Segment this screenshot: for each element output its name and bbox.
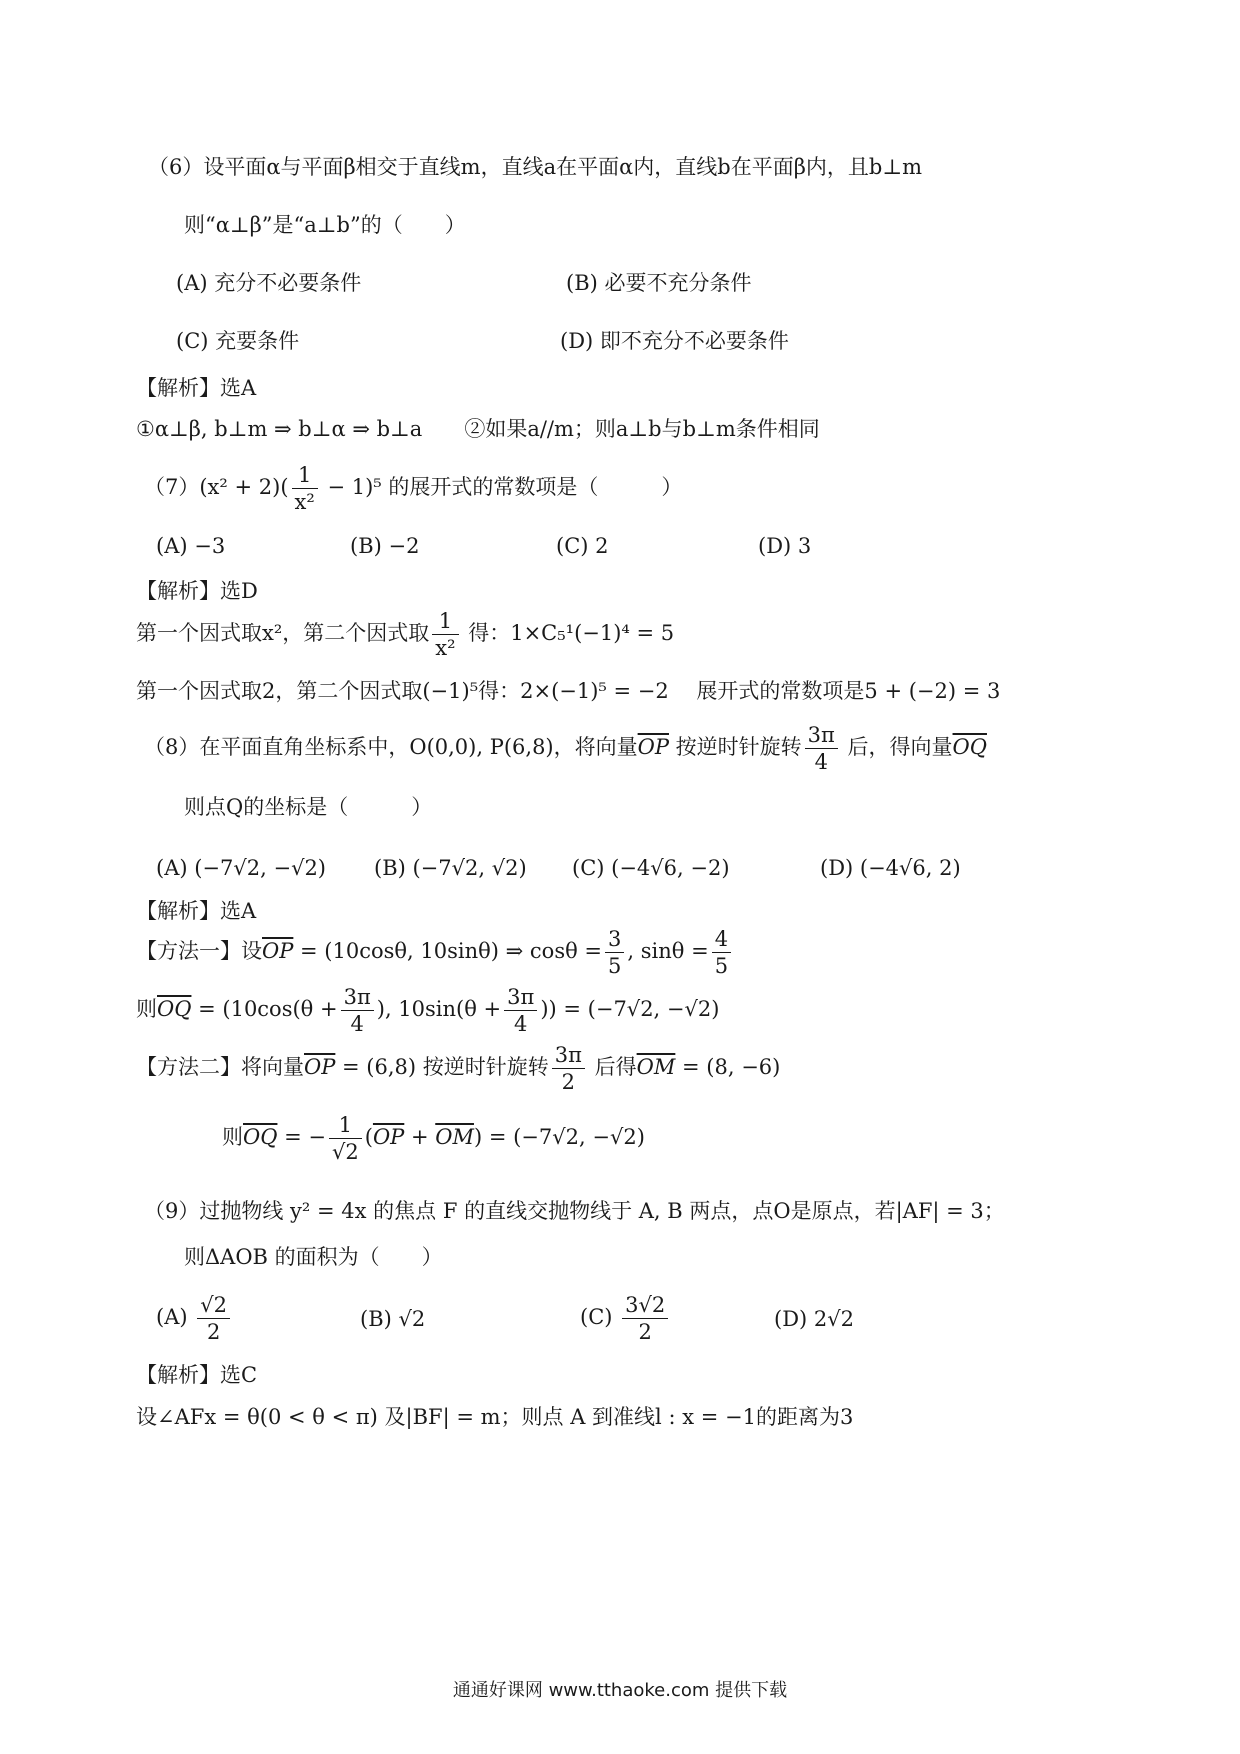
q8-m1-frac1 bbox=[605, 926, 624, 979]
q8-m1-n2: 4 bbox=[712, 926, 731, 953]
q7-fraction bbox=[292, 462, 318, 515]
q6-solution: ①α⊥β, b⊥m ⇒ b⊥α ⇒ b⊥a ②如果a//m；则a⊥b与b⊥m条件相同 bbox=[136, 417, 820, 441]
q9-solution: 设∠AFx = θ(0 < θ < π) 及|BF| = m；则点 A 到准线l : x = −1的距离为3 bbox=[136, 1405, 854, 1429]
q6-option-b: (B) 必要不充分条件 bbox=[566, 271, 752, 295]
q7-frac-den: x² bbox=[294, 490, 315, 514]
q6-option-a: (A) 充分不必要条件 bbox=[176, 271, 362, 295]
q8-m1-l2-frac2 bbox=[504, 984, 537, 1037]
q8-m2-label: 【方法二】将向量 bbox=[136, 1055, 304, 1079]
q7-stem-pre: （7）(x² + 2)( bbox=[144, 475, 289, 499]
q6-answer: 【解析】选A bbox=[136, 376, 257, 400]
q8-angle-fraction bbox=[805, 722, 838, 775]
page-footer: 通通好课网 www.tthaoke.com 提供下载 bbox=[452, 1680, 788, 1701]
q9-option-d: (D) 2√2 bbox=[774, 1307, 855, 1331]
q7-option-a: (A) −3 bbox=[156, 534, 226, 558]
q8-m2-vector-op: $\overline{OP}$ bbox=[304, 1055, 336, 1079]
q8-m2-l2-c: ( bbox=[364, 1125, 373, 1149]
q9-option-a-num: √2 bbox=[197, 1292, 230, 1319]
q8-m1-l2-a: 则 bbox=[136, 997, 157, 1021]
q8-option-d: (D) (−4√6, 2) bbox=[820, 856, 961, 880]
q8-frac-den: 4 bbox=[814, 750, 828, 774]
q8-method1-line1 bbox=[136, 926, 734, 979]
q6-stem-line2: 则“α⊥β”是“a⊥b”的（ ） bbox=[184, 213, 466, 237]
q9-answer: 【解析】选C bbox=[136, 1363, 258, 1387]
q8-vector-op: $\overline{OP}$ bbox=[637, 735, 669, 759]
q8-m1-vector-oq: $\overline{OQ}$ bbox=[157, 997, 192, 1021]
q8-m1-label: 【方法一】设 bbox=[136, 939, 262, 963]
q7-sol1-post: 得：1×C₅¹(−1)⁴ = 5 bbox=[461, 621, 675, 645]
q8-method2-line2 bbox=[222, 1112, 645, 1165]
q8-m1-b: , sinθ = bbox=[627, 939, 709, 963]
q7-sol1-num: 1 bbox=[432, 608, 458, 635]
q9-stem-line2: 则ΔAOB 的面积为（ ） bbox=[184, 1245, 443, 1269]
q8-option-a: (A) (−7√2, −√2) bbox=[156, 856, 326, 880]
q6-option-c: (C) 充要条件 bbox=[176, 329, 300, 353]
q8-option-b: (B) (−7√2, √2) bbox=[374, 856, 527, 880]
q8-m2-c: = (8, −6) bbox=[675, 1055, 781, 1079]
q8-m2-l2-n: 1 bbox=[329, 1112, 362, 1139]
q7-option-b: (B) −2 bbox=[350, 534, 420, 558]
q9-option-c-den: 2 bbox=[638, 1320, 652, 1344]
q9-option-c-fraction bbox=[622, 1292, 668, 1345]
q8-m2-l2-b: = − bbox=[277, 1125, 326, 1149]
q9-option-b: (B) √2 bbox=[360, 1307, 426, 1331]
q8-m2-l2-d2: ) = (−7√2, −√2) bbox=[473, 1125, 645, 1149]
q7-stem bbox=[144, 462, 682, 515]
q8-m1-a: = (10cosθ, 10sinθ) ⇒ cosθ = bbox=[293, 939, 603, 963]
q9-option-c bbox=[580, 1292, 671, 1345]
q9-option-c-label: (C) bbox=[580, 1305, 613, 1329]
q9-stem: （9）过抛物线 y² = 4x 的焦点 F 的直线交抛物线于 A, B 两点，点O是原点，若|AF| = 3； bbox=[144, 1199, 1005, 1223]
q7-sol1-fraction bbox=[432, 608, 458, 661]
q8-m2-d: 2 bbox=[561, 1070, 576, 1094]
q9-option-a-fraction bbox=[197, 1292, 230, 1345]
q9-option-a-label: (A) bbox=[156, 1305, 188, 1329]
q8-m1-frac2 bbox=[712, 926, 731, 979]
q9-option-c-num: 3√2 bbox=[622, 1292, 668, 1319]
q8-m1-vector-op: $\overline{OP}$ bbox=[262, 939, 294, 963]
q8-stem bbox=[144, 722, 987, 775]
q8-method1-line2 bbox=[136, 984, 719, 1037]
q8-m1-l2-c: ), 10sin(θ + bbox=[376, 997, 502, 1021]
q8-m2-a: = (6,8) 按逆时针旋转 bbox=[335, 1055, 549, 1079]
q8-m2-l2-vector-oq: $\overline{OQ}$ bbox=[243, 1125, 278, 1149]
q8-stem-pre: （8）在平面直角坐标系中，O(0,0), P(6,8)，将向量 bbox=[144, 735, 638, 759]
q9-option-a bbox=[156, 1292, 233, 1345]
q8-option-c: (C) (−4√6, −2) bbox=[572, 856, 730, 880]
q7-answer: 【解析】选D bbox=[136, 579, 258, 603]
q8-m2-l2-vector-om: $\overline{OM}$ bbox=[435, 1125, 474, 1149]
q8-method2-line1 bbox=[136, 1042, 780, 1095]
q6-option-d: (D) 即不充分不必要条件 bbox=[560, 329, 789, 353]
q6-stem: （6）设平面α与平面β相交于直线m，直线a在平面α内，直线b在平面β内，且b⊥m bbox=[148, 155, 922, 179]
q8-stem-line2: 则点Q的坐标是（ ） bbox=[184, 795, 433, 819]
q8-m2-l2-d: √2 bbox=[331, 1140, 359, 1164]
q8-m1-l2-n2: 3π bbox=[504, 984, 537, 1011]
q8-m1-n1: 3 bbox=[605, 926, 624, 953]
q7-solution-line2: 第一个因式取2，第二个因式取(−1)⁵得：2×(−1)⁵ = −2 展开式的常数项是5 + (−2) = 3 bbox=[136, 679, 1001, 703]
q8-m1-l2-d2: 4 bbox=[514, 1012, 528, 1036]
q7-stem-post: − 1)⁵ 的展开式的常数项是（ ） bbox=[320, 475, 683, 499]
q8-m1-d1: 5 bbox=[608, 954, 622, 978]
q8-m2-l2-vector-op: $\overline{OP}$ bbox=[372, 1125, 405, 1149]
q7-sol1-pre: 第一个因式取x²，第二个因式取 bbox=[136, 621, 430, 645]
q8-m1-l2-n1: 3π bbox=[341, 984, 374, 1011]
q8-m2-frac bbox=[552, 1042, 585, 1095]
q7-sol1-den: x² bbox=[435, 636, 456, 660]
q8-m2-n: 3π bbox=[552, 1042, 585, 1069]
q8-m1-l2-frac1 bbox=[341, 984, 374, 1037]
q7-option-c: (C) 2 bbox=[556, 534, 609, 558]
q8-m2-vector-om: $\overline{OM}$ bbox=[636, 1055, 676, 1079]
q9-option-a-den: 2 bbox=[206, 1320, 221, 1344]
q8-stem-post: 后，得向量 bbox=[840, 735, 953, 759]
q7-solution-line1 bbox=[136, 608, 674, 661]
q8-frac-num: 3π bbox=[805, 722, 838, 749]
q8-m2-l2-frac bbox=[329, 1112, 362, 1165]
q8-stem-mid: 按逆时针旋转 bbox=[668, 735, 802, 759]
q7-option-d: (D) 3 bbox=[758, 534, 812, 558]
q8-m1-l2-d1: 4 bbox=[350, 1012, 364, 1036]
q8-m1-l2-b: = (10cos(θ + bbox=[191, 997, 338, 1021]
q8-vector-oq: $\overline{OQ}$ bbox=[952, 735, 987, 759]
q8-m1-d2: 5 bbox=[714, 954, 729, 978]
q8-answer: 【解析】选A bbox=[136, 899, 257, 923]
q7-frac-num: 1 bbox=[292, 462, 318, 489]
q8-m2-b: 后得 bbox=[587, 1055, 637, 1079]
q8-m2-l2-plus: + bbox=[404, 1125, 436, 1149]
q8-m2-l2-a: 则 bbox=[222, 1125, 243, 1149]
q8-m1-l2-d: )) = (−7√2, −√2) bbox=[540, 997, 720, 1021]
